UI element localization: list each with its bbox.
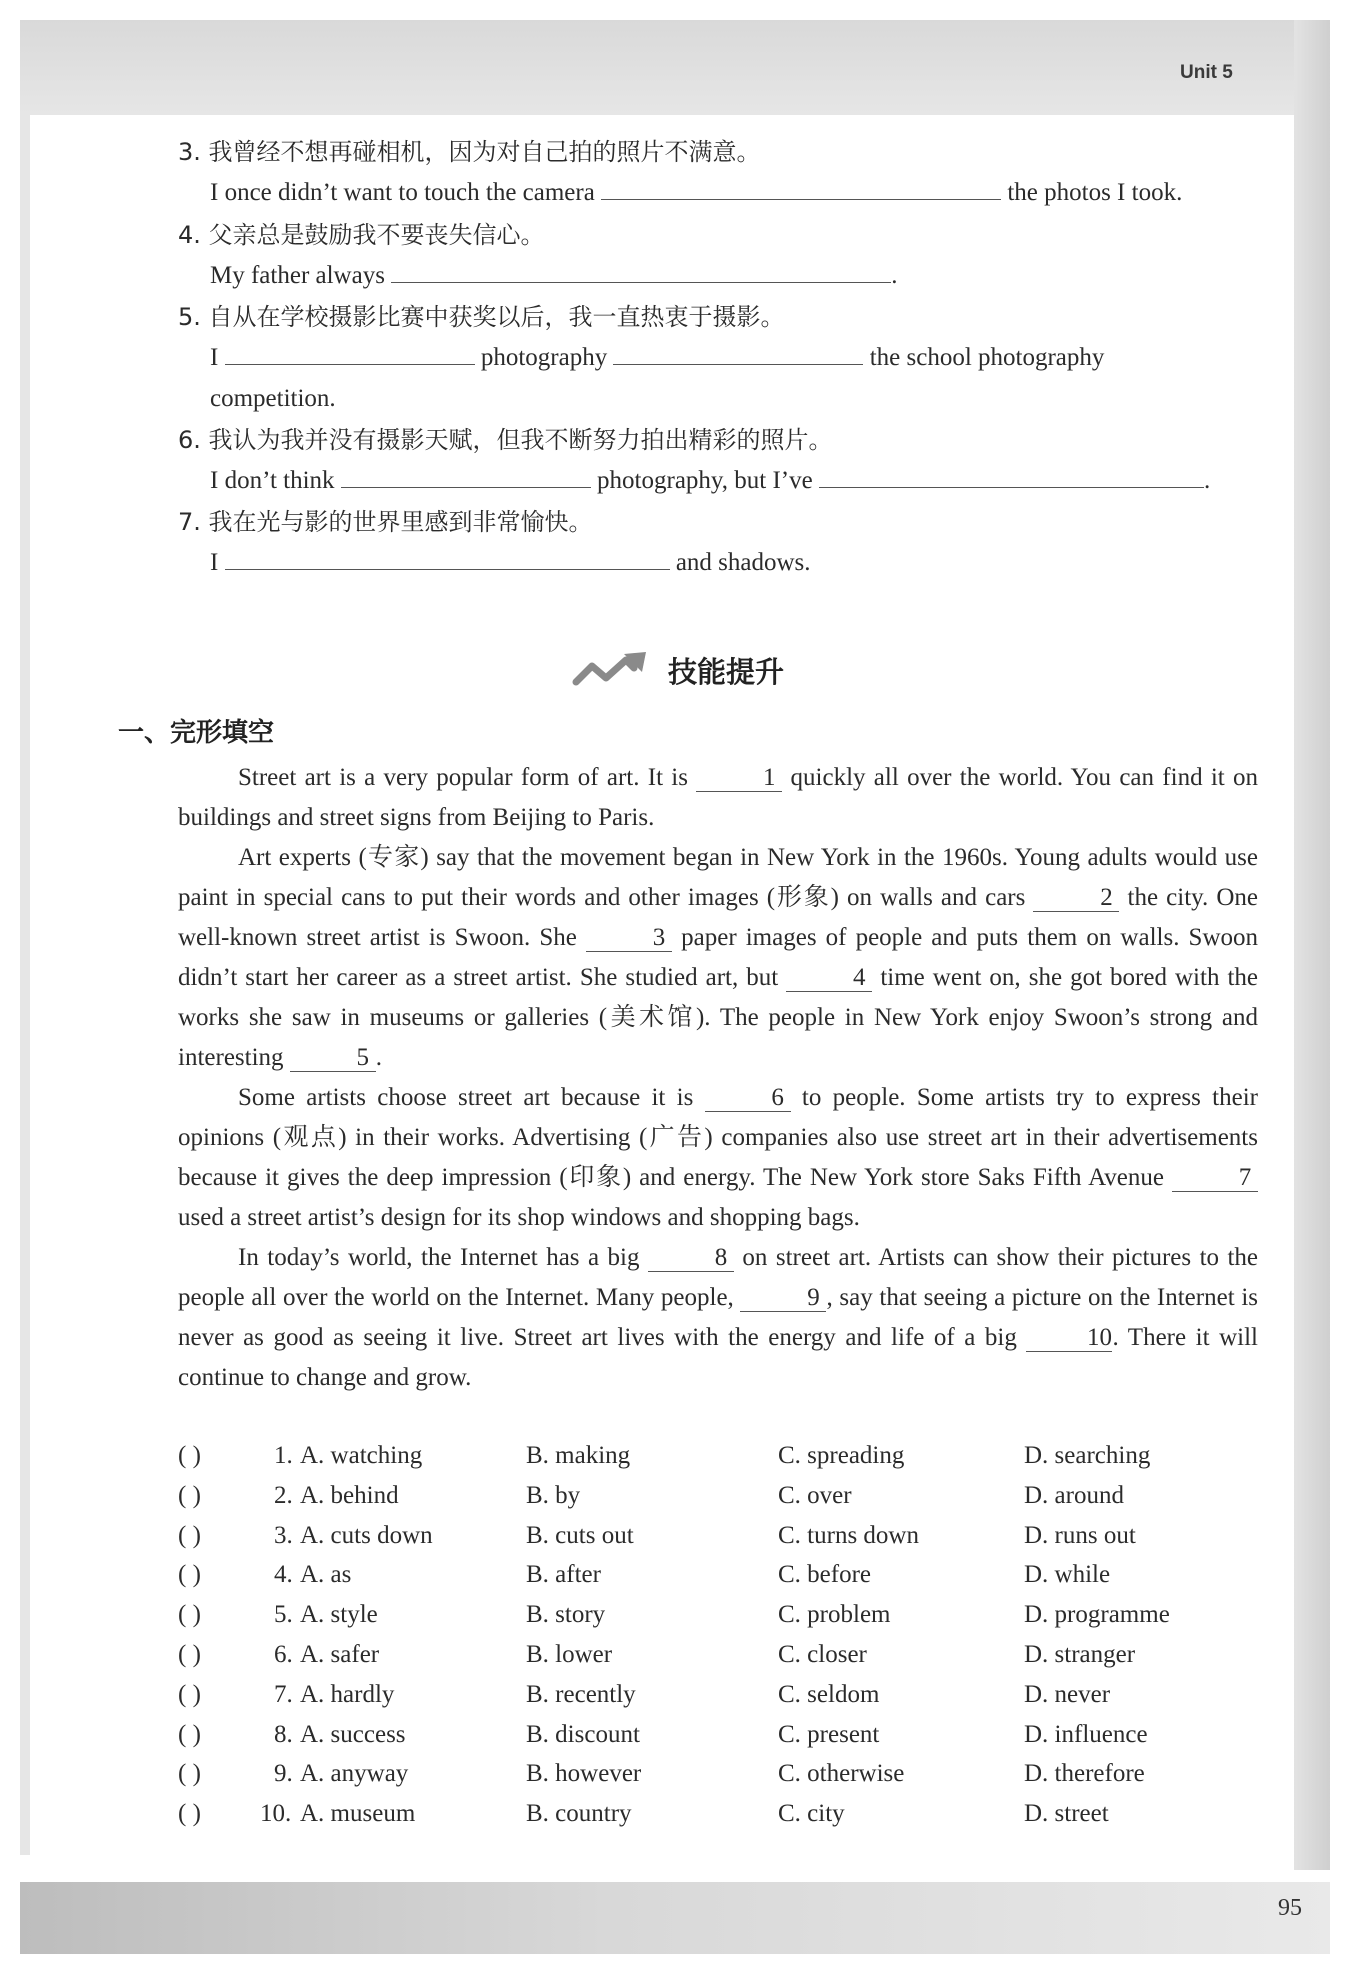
option-a[interactable]: A. behind [300, 1481, 399, 1509]
passage-paragraph: Street art is a very popular form of art. It is 1 quickly all over the world. You can find it on buildings and street signs from Beijing to Paris. [178, 764, 1259, 831]
option-c[interactable]: C. seldom [778, 1680, 880, 1708]
answer-bracket[interactable]: ( ) [178, 1641, 201, 1668]
item-5-english-line2: competition. [210, 385, 336, 412]
option-c[interactable]: C. spreading [778, 1442, 905, 1469]
answer-blank[interactable] [225, 549, 670, 570]
option-c[interactable]: C. present [778, 1720, 880, 1748]
trend-arrow-icon [572, 650, 656, 690]
option-a[interactable]: A. museum [300, 1800, 416, 1828]
option-a[interactable]: A. success [300, 1720, 406, 1748]
question-number: 10. [260, 1800, 292, 1828]
answer-blank[interactable] [819, 467, 1204, 488]
option-c[interactable]: C. turns down [778, 1521, 919, 1549]
option-b[interactable]: B. by [526, 1481, 581, 1509]
answer-bracket[interactable]: ( ) [178, 1561, 201, 1589]
answer-bracket[interactable]: ( ) [178, 1760, 201, 1788]
option-b[interactable]: B. after [526, 1561, 601, 1589]
option-a[interactable]: A. cuts down [300, 1521, 433, 1549]
answer-blank[interactable] [391, 262, 891, 283]
skills-banner [572, 645, 784, 695]
option-b[interactable]: B. country [526, 1800, 632, 1828]
option-d[interactable]: D. street [1024, 1800, 1109, 1828]
item-6-chinese: 6. 我认为我并没有摄影天赋，但我不断努力拍出精彩的照片。 [178, 426, 833, 454]
item-3-english: I once didn’t want to touch the camera the photos I took. [210, 179, 1183, 206]
answer-blank[interactable] [601, 179, 1001, 200]
item-3-chinese: 3. 我曾经不想再碰相机，因为对自己拍的照片不满意。 [178, 138, 761, 166]
blank-1[interactable]: 1 [696, 765, 782, 792]
option-b[interactable]: B. making [526, 1442, 631, 1469]
cloze-passage [178, 758, 1258, 1398]
answer-bracket[interactable]: ( ) [178, 1800, 201, 1828]
section-title: 一、完形填空 [118, 718, 275, 748]
blank-6[interactable]: 6 [705, 1085, 791, 1112]
option-d[interactable]: D. influence [1024, 1720, 1148, 1748]
question-number: 7. [274, 1680, 293, 1708]
blank-4[interactable]: 4 [786, 965, 872, 992]
blank-7[interactable]: 7 [1172, 1165, 1258, 1192]
unit-label: Unit 5 [1180, 62, 1233, 83]
question-row [178, 1482, 1278, 1522]
question-number: 6. [274, 1641, 293, 1668]
question-row [178, 1601, 1278, 1641]
blank-8[interactable]: 8 [648, 1245, 734, 1272]
passage-paragraph: In today’s world, the Internet has a big 8 on street art. Artists can show their pictures to the people all over the world on the Internet. Many people, 9 , say that seeing a picture on the Internet is never as good as seeing it live. Street art lives with the energy and life of a big 10. There it will continue to change and grow. [178, 1244, 1259, 1391]
question-number: 1. [274, 1442, 293, 1469]
question-number: 9. [274, 1760, 293, 1788]
option-c[interactable]: C. city [778, 1800, 845, 1828]
item-4-english: My father always . [210, 262, 898, 289]
blank-9[interactable]: 9 [740, 1285, 826, 1312]
option-c[interactable]: C. otherwise [778, 1760, 905, 1788]
option-d[interactable]: D. stranger [1024, 1641, 1136, 1668]
option-c[interactable]: C. over [778, 1481, 852, 1509]
page-footer-band [20, 1882, 1330, 1954]
blank-5[interactable]: 5 [290, 1045, 376, 1072]
item-7-chinese: 7. 我在光与影的世界里感到非常愉快。 [178, 508, 593, 536]
blank-2[interactable]: 2 [1033, 885, 1119, 912]
banner-title: 技能提升 [668, 654, 785, 689]
option-c[interactable]: C. problem [778, 1601, 891, 1629]
option-a[interactable]: A. safer [300, 1641, 380, 1668]
question-number: 3. [274, 1521, 293, 1549]
answer-blank[interactable] [225, 344, 475, 365]
answer-bracket[interactable]: ( ) [178, 1601, 201, 1629]
answer-bracket[interactable]: ( ) [178, 1521, 201, 1549]
blank-3[interactable]: 3 [586, 925, 672, 952]
answer-blank[interactable] [341, 467, 591, 488]
option-d[interactable]: D. therefore [1024, 1760, 1145, 1788]
page-number: 95 [1278, 1895, 1302, 1921]
question-number: 2. [274, 1481, 293, 1509]
option-d[interactable]: D. programme [1024, 1601, 1170, 1629]
option-c[interactable]: C. before [778, 1561, 872, 1589]
item-6-english: I don’t think photography, but I’ve . [210, 467, 1211, 494]
question-number: 5. [274, 1601, 293, 1629]
answer-bracket[interactable]: ( ) [178, 1481, 201, 1509]
question-row [178, 1522, 1278, 1562]
option-d[interactable]: D. searching [1024, 1442, 1151, 1469]
option-d[interactable]: D. around [1024, 1481, 1124, 1509]
option-b[interactable]: B. however [526, 1760, 642, 1788]
option-d[interactable]: D. while [1024, 1561, 1111, 1589]
blank-10[interactable]: 10 [1026, 1325, 1112, 1352]
page-header-band [20, 20, 1330, 115]
question-row [178, 1760, 1278, 1800]
option-a[interactable]: A. style [300, 1601, 378, 1629]
option-c[interactable]: C. closer [778, 1641, 867, 1668]
question-row [178, 1681, 1278, 1721]
item-4-chinese: 4. 父亲总是鼓励我不要丧失信心。 [178, 221, 545, 249]
item-5-english: I photography the school photography [210, 344, 1105, 371]
option-a[interactable]: A. hardly [300, 1680, 395, 1708]
option-a[interactable]: A. as [300, 1561, 352, 1589]
passage-paragraph: Some artists choose street art because it is 6 to people. Some artists try to express their opinions (观点) in their works. Advertising (广告) companies also use street art in their advertisements because it gives the deep impression (印象) and energy. The New York store Saks Fifth Avenue 7 used a street artist’s design for its shop windows and shopping bags. [178, 1084, 1258, 1231]
question-row [178, 1442, 1278, 1482]
passage-paragraph: Art experts (专家) say that the movement began in New York in the 1960s. Young adults would use paint in special cans to put their words and other images (形象) on walls and cars 2 the city. One well-known street artist is Swoon. She 3 paper images of people and puts them on walls. Swoon didn’t start her career as a street artist. She studied art, but 4 time went on, she got bored with the works she saw in museums or galleries (美术馆). The people in New York enjoy Swoon’s strong and interesting 5 . [178, 844, 1259, 1071]
option-b[interactable]: B. discount [526, 1720, 640, 1748]
page-edge-band-left [20, 115, 30, 1855]
question-row [178, 1721, 1278, 1761]
answer-bracket[interactable]: ( ) [178, 1680, 201, 1708]
answer-bracket[interactable]: ( ) [178, 1442, 201, 1469]
option-a[interactable]: A. anyway [300, 1760, 409, 1788]
question-row [178, 1561, 1278, 1601]
question-number: 8. [274, 1720, 293, 1748]
option-b[interactable]: B. recently [526, 1680, 636, 1708]
answer-blank[interactable] [613, 344, 863, 365]
item-5-chinese: 5. 自从在学校摄影比赛中获奖以后，我一直热衷于摄影。 [178, 303, 785, 331]
question-row [178, 1641, 1278, 1681]
option-b[interactable]: B. cuts out [526, 1521, 634, 1549]
question-row [178, 1800, 1278, 1840]
item-7-english: I and shadows. [210, 549, 811, 576]
answer-bracket[interactable]: ( ) [178, 1720, 201, 1748]
question-number: 4. [274, 1561, 293, 1589]
option-d[interactable]: D. never [1024, 1680, 1111, 1708]
option-a[interactable]: A. watching [300, 1442, 423, 1469]
page-edge-band [1294, 20, 1330, 1870]
option-d[interactable]: D. runs out [1024, 1521, 1136, 1549]
option-b[interactable]: B. lower [526, 1641, 613, 1668]
option-b[interactable]: B. story [526, 1601, 606, 1629]
